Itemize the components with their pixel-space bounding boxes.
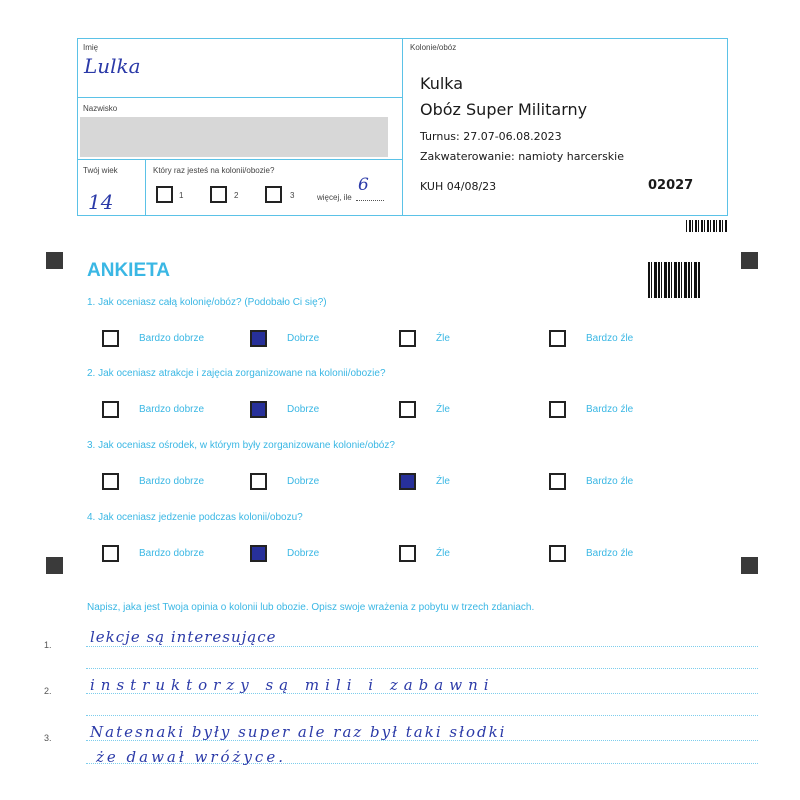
q4-option-3-label: Źle (436, 548, 450, 559)
visit-checkbox-1[interactable] (156, 186, 173, 203)
registration-marker-br (741, 557, 758, 574)
nazwisko-label: Nazwisko (83, 104, 118, 113)
registration-marker-tr (741, 252, 758, 269)
q2-option-3-label: Źle (436, 404, 450, 415)
answer-line-1a (86, 646, 758, 647)
q4-option-2-label: Dobrze (287, 548, 320, 559)
visit-option-1: 1 (179, 191, 184, 200)
wiecej-value: 6 (358, 175, 369, 195)
q3-option-3-label: Źle (436, 476, 450, 487)
wiek-label: Twój wiek (83, 166, 118, 175)
wiecej-label: więcej, ile (317, 193, 352, 202)
q4-option-2-checkbox[interactable] (250, 545, 267, 562)
q4-option-4-checkbox[interactable] (549, 545, 566, 562)
visit-option-3: 3 (290, 191, 295, 200)
camp-code: Kulka (420, 74, 464, 93)
q1-option-4-checkbox[interactable] (549, 330, 566, 347)
turnus: Turnus: 27.07-06.08.2023 (420, 130, 562, 143)
q2-option-4-label: Bardzo źle (586, 404, 634, 415)
q3-option-4-label: Bardzo źle (586, 476, 634, 487)
imie-label: Imię (83, 43, 99, 52)
q3-option-1-checkbox[interactable] (102, 473, 119, 490)
q3-option-2-checkbox[interactable] (250, 473, 267, 490)
line-number-2: 2. (44, 686, 52, 696)
q3-option-2-label: Dobrze (287, 476, 320, 487)
kolonie-label: Kolonie/obóz (410, 43, 457, 52)
line-number-1: 1. (44, 640, 52, 650)
line-number-3: 3. (44, 733, 52, 743)
camp-name: Obóz Super Militarny (420, 100, 588, 119)
q2-option-3-checkbox[interactable] (399, 401, 416, 418)
q2-option-1-checkbox[interactable] (102, 401, 119, 418)
opinion-prompt: Napisz, jaka jest Twoja opinia o kolonii lub obozie. Opisz swoje wrażenia z pobytu w trzech zdaniach. (87, 602, 535, 613)
opinion-answer-3b: że dawał wróżyce. (96, 748, 286, 766)
opinion-answer-1: lekcje są interesujące (90, 628, 277, 646)
q4-option-4-label: Bardzo źle (586, 548, 634, 559)
registration-marker-bl (46, 557, 63, 574)
answer-line-1b (86, 668, 758, 669)
form-number: 02027 (648, 178, 694, 193)
q2-option-4-checkbox[interactable] (549, 401, 566, 418)
redaction-block (80, 117, 388, 157)
q4-option-3-checkbox[interactable] (399, 545, 416, 562)
q2-option-1-label: Bardzo dobrze (139, 404, 205, 415)
barcode-top (686, 220, 728, 232)
q1-option-2-label: Dobrze (287, 333, 320, 344)
header-divider-vertical (402, 38, 403, 216)
opinion-answer-3a: Natesnaki były super ale raz był taki słodki (90, 723, 507, 741)
survey-title: ANKIETA (87, 260, 171, 281)
answer-line-2b (86, 715, 758, 716)
q3-option-4-checkbox[interactable] (549, 473, 566, 490)
opinion-answer-2: instruktorzy są mili i zabawni (90, 676, 495, 694)
header-divider-age (145, 159, 146, 216)
registration-marker-tl (46, 252, 63, 269)
zakwaterowanie: Zakwaterowanie: namioty harcerskie (420, 150, 624, 163)
q3-option-1-label: Bardzo dobrze (139, 476, 205, 487)
q1-option-1-checkbox[interactable] (102, 330, 119, 347)
barcode-main (648, 262, 700, 298)
question-4: 4. Jak oceniasz jedzenie podczas kolonii/obozu? (87, 512, 303, 523)
q1-option-2-checkbox[interactable] (250, 330, 267, 347)
wiecej-line (356, 196, 384, 201)
header-divider-row2 (77, 159, 403, 160)
question-1: 1. Jak oceniasz całą kolonię/obóz? (Podobało Ci się?) (87, 297, 327, 308)
q2-option-2-checkbox[interactable] (250, 401, 267, 418)
wiek-value: 14 (88, 190, 114, 214)
q1-option-3-checkbox[interactable] (399, 330, 416, 347)
ktory-raz-label: Który raz jesteś na kolonii/obozie? (153, 166, 275, 175)
visit-checkbox-3[interactable] (265, 186, 282, 203)
imie-value: Lulka (84, 54, 141, 78)
header-divider-row1 (77, 97, 403, 98)
q2-option-2-label: Dobrze (287, 404, 320, 415)
q4-option-1-checkbox[interactable] (102, 545, 119, 562)
q1-option-3-label: Źle (436, 333, 450, 344)
kuh-code: KUH 04/08/23 (420, 180, 497, 193)
q4-option-1-label: Bardzo dobrze (139, 548, 205, 559)
visit-checkbox-2[interactable] (210, 186, 227, 203)
question-2: 2. Jak oceniasz atrakcje i zajęcia zorganizowane na kolonii/obozie? (87, 368, 386, 379)
q3-option-3-checkbox[interactable] (399, 473, 416, 490)
q1-option-1-label: Bardzo dobrze (139, 333, 205, 344)
visit-option-2: 2 (234, 191, 239, 200)
q1-option-4-label: Bardzo źle (586, 333, 634, 344)
question-3: 3. Jak oceniasz ośrodek, w którym były zorganizowane kolonie/obóz? (87, 440, 395, 451)
